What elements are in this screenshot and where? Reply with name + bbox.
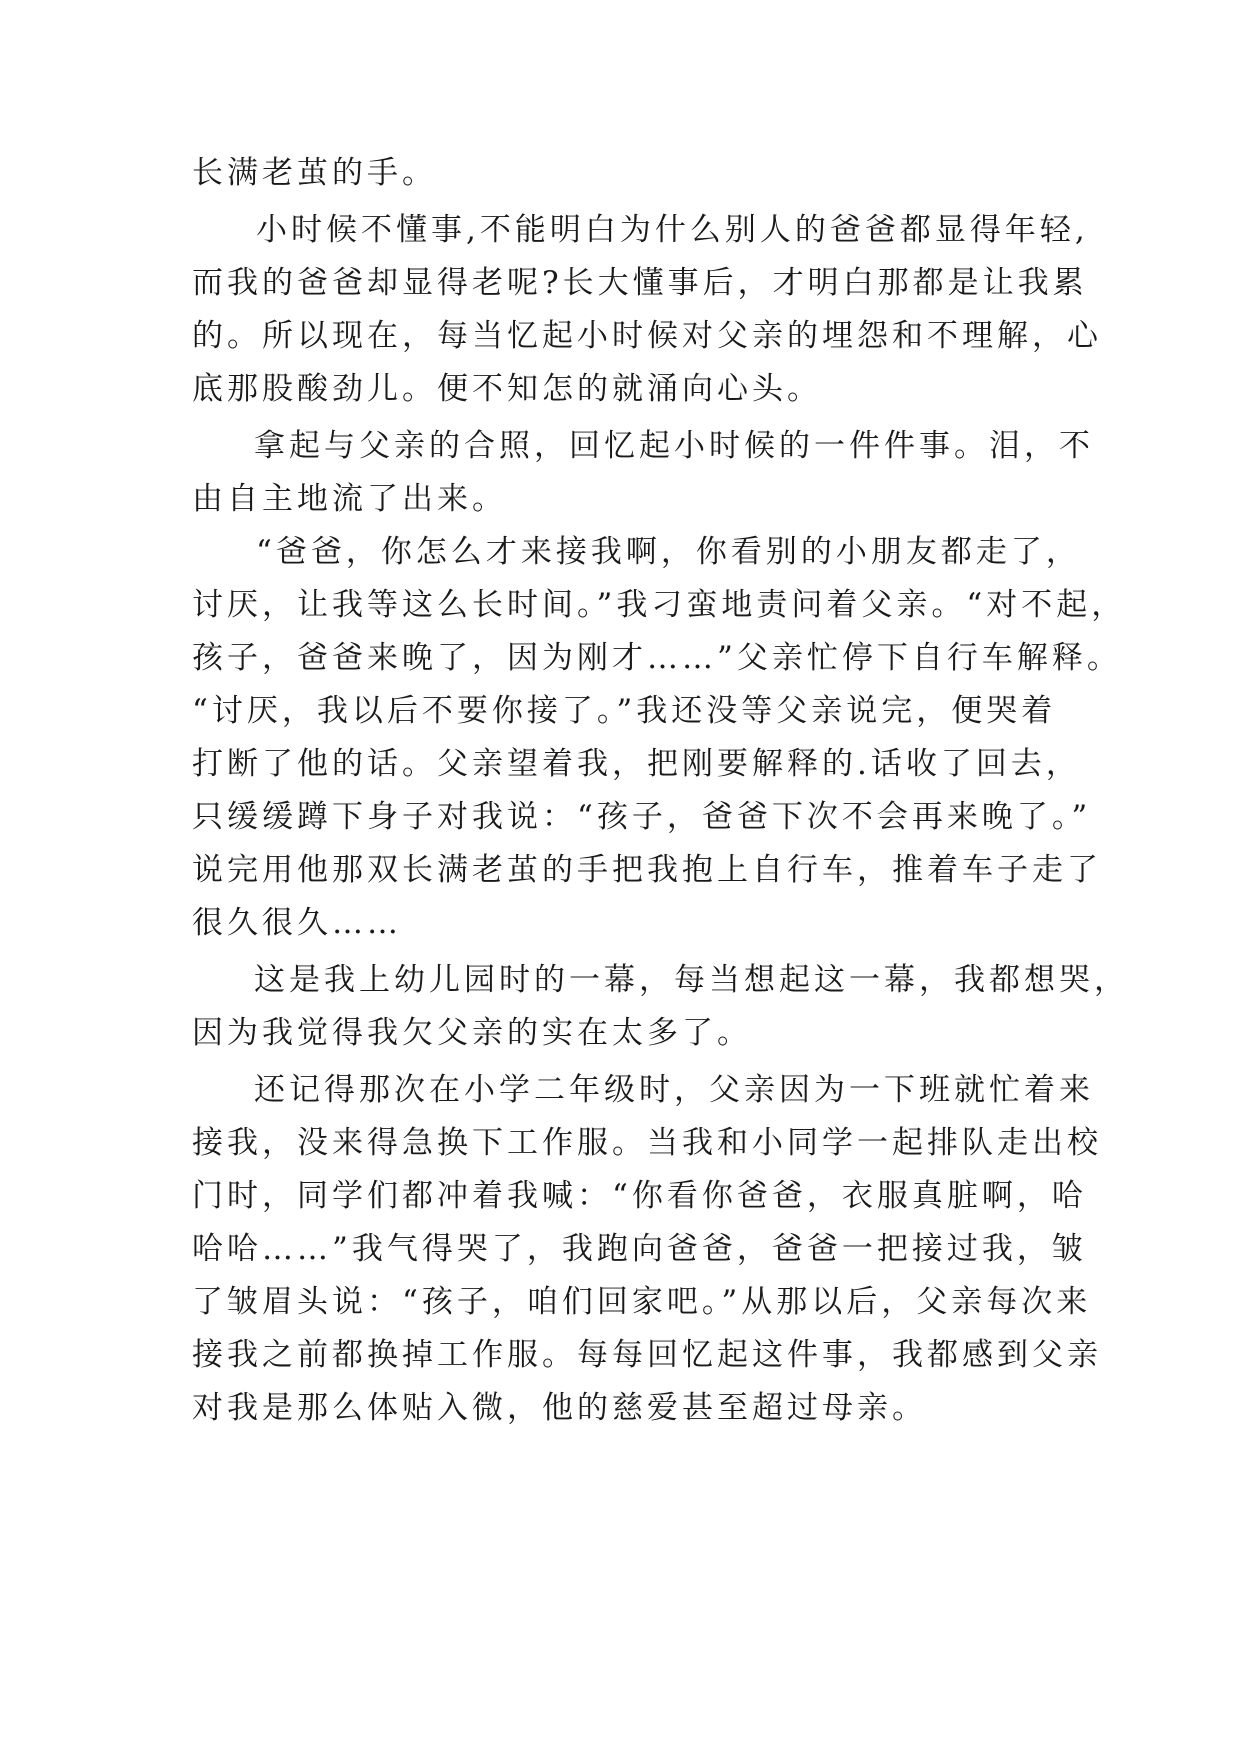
text-line: 的。所以现在，每当忆起小时候对父亲的埋怨和不理解，心 [192, 318, 1102, 354]
text-line: 打断了他的话。父亲望着我，把刚要解释的.话收了回去， [192, 746, 1081, 782]
text-line: 由自主地流了出来。 [192, 481, 507, 517]
text-line: “爸爸，你怎么才来接我啊，你看别的小朋友都走了， [256, 534, 1081, 570]
text-line: 哈哈……”我气得哭了，我跑向爸爸，爸爸一把接过我，皱 [192, 1231, 1087, 1267]
text-line: 说完用他那双长满老茧的手把我抱上自行车，推着车子走了 [192, 852, 1102, 888]
text-line: 讨厌，让我等这么长时间。”我刁蛮地责问着父亲。“对不起， [192, 587, 1127, 623]
text-line: 还记得那次在小学二年级时，父亲因为一下班就忙着来 [254, 1072, 1094, 1108]
text-line: 了皱眉头说：“孩子，咱们回家吧。”从那以后，父亲每次来 [192, 1284, 1092, 1320]
text-line: 长满老茧的手。 [192, 155, 437, 191]
text-line: 接我，没来得急换下工作服。当我和小同学一起排队走出校 [192, 1125, 1102, 1161]
text-line: 很久很久…… [192, 905, 402, 941]
text-line: “讨厌，我以后不要你接了。”我还没等父亲说完，便哭着 [192, 693, 1057, 729]
text-line: 这是我上幼儿园时的一幕，每当想起这一幕，我都想哭， [254, 962, 1129, 998]
text-line: 拿起与父亲的合照，回忆起小时候的一件件事。泪，不 [254, 428, 1094, 464]
text-line: 只缓缓蹲下身子对我说：“孩子，爸爸下次不会再来晚了。” [192, 799, 1092, 835]
text-line: 因为我觉得我欠父亲的实在太多了。 [192, 1015, 752, 1051]
text-line: 对我是那么体贴入微，他的慈爱甚至超过母亲。 [192, 1390, 927, 1426]
text-line: 接我之前都换掉工作服。每每回忆起这件事，我都感到父亲 [192, 1337, 1102, 1373]
text-line: 而我的爸爸却显得老呢?长大懂事后，才明白那都是让我累 [192, 265, 1088, 301]
text-line: 门时，同学们都冲着我喊：“你看你爸爸，衣服真脏啊，哈 [192, 1178, 1087, 1214]
text-line: 孩子，爸爸来晚了，因为刚才……”父亲忙停下自行车解释。 [192, 640, 1122, 676]
text-line: 小时候不懂事,不能明白为什么别人的爸爸都显得年轻, [256, 212, 1089, 248]
text-line: 底那股酸劲儿。便不知怎的就涌向心头。 [192, 371, 822, 407]
